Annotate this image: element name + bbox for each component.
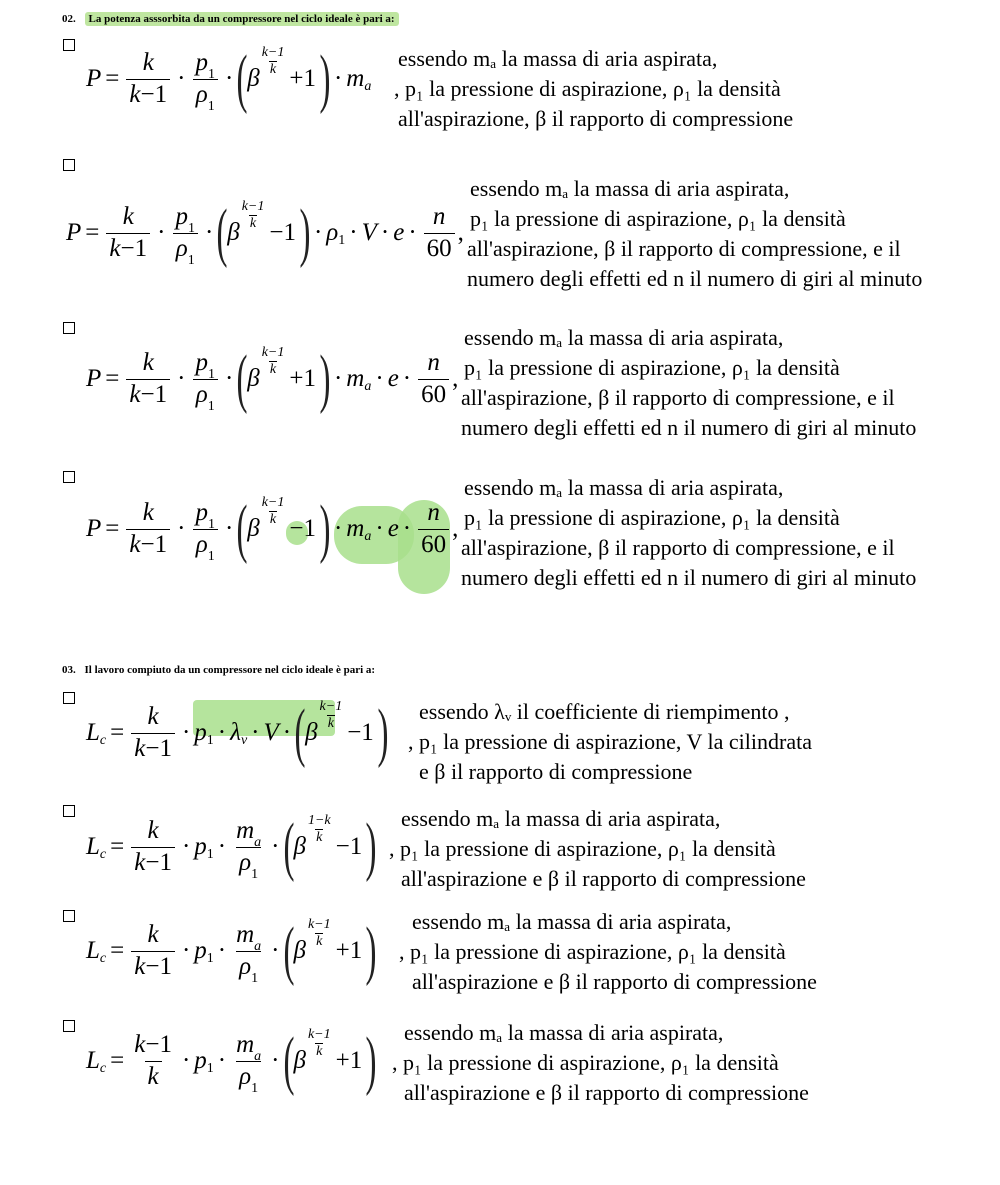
description-q02-1: essendo mₐ la massa di aria aspirata, , p₁ la pressione di aspirazione, ρ₁ la densità all'aspirazione, β il rapporto di compressione	[394, 46, 794, 131]
option-checkbox-q03-1[interactable]	[63, 692, 75, 704]
formula-q03-1: L c = $\frac{k}{k-1}$ · p 1 · λ v · V · ( β k−1 k −1 )	[86, 696, 389, 769]
question-text: Il lavoro compiuto da un compressore nel ciclo ideale è pari a:	[84, 664, 376, 676]
description-q03-3: essendo mₐ la massa di aria aspirata, , p₁ la pressione di aspirazione, ρ₁ la densità all'aspirazione e β il rapporto di compressione	[399, 909, 817, 994]
question-number: 03.	[62, 664, 76, 676]
option-checkbox-q02-4[interactable]	[63, 471, 75, 483]
formula-q02-1: P = $\frac{k}{k-1}$ · $\frac{p_1}{\rho_1}$ · ( β k−1 k +1 ) · m a	[86, 42, 372, 115]
question-number: 02.	[62, 13, 76, 25]
option-checkbox-q02-3[interactable]	[63, 322, 75, 334]
formula-q02-4: P = $\frac{k}{k-1}$ · $\frac{p_1}{\rho_1}$ · ( β k−1 k −1 ) · m a · e · $\frac{n}{60}$ ,	[86, 492, 459, 565]
formula-q03-2: L c = $\frac{k}{k-1}$ · p 1 · $\frac{m_a}{\rho_1}$ · ( β 1−k k −1 )	[86, 810, 377, 883]
description-q02-3: essendo mₐ la massa di aria aspirata, p₁ la pressione di aspirazione, ρ₁ la densità all'aspirazione, β il rapporto di compressione, e il numero degli effetti ed n il numero di giri al minuto	[461, 325, 917, 440]
option-checkbox-q03-3[interactable]	[63, 910, 75, 922]
option-checkbox-q02-2[interactable]	[63, 159, 75, 171]
formula-q03-4: L c = $\frac{k-1}{k}$ · p 1 · $\frac{m_a}{\rho_1}$ · ( β k−1 k +1 )	[86, 1024, 377, 1097]
description-q02-2: essendo mₐ la massa di aria aspirata, p₁ la pressione di aspirazione, ρ₁ la densità all'aspirazione, β il rapporto di compressione, e il numero degli effetti ed n il numero di giri al minuto	[467, 176, 923, 291]
description-q03-1: essendo λᵥ il coefficiente di riempimento , , p₁ la pressione di aspirazione, V la cilindrata e β il rapporto di compressione	[408, 699, 812, 784]
question-03-header	[62, 664, 375, 676]
question-text-highlighted: La potenza asssorbita da un compressore nel ciclo ideale è pari a:	[85, 12, 399, 26]
question-02-header	[62, 13, 399, 25]
formula-q02-2: P = $\frac{k}{k-1}$ · $\frac{p_1}{\rho_1}$ · ( β k−1 k −1 ) · ρ 1 · V · e · $\frac{n}{60}$ ,	[66, 196, 464, 269]
option-checkbox-q03-4[interactable]	[63, 1020, 75, 1032]
option-checkbox-q02-1[interactable]	[63, 39, 75, 51]
formula-q03-3: L c = $\frac{k}{k-1}$ · p 1 · $\frac{m_a}{\rho_1}$ · ( β k−1 k +1 )	[86, 914, 377, 987]
option-checkbox-q03-2[interactable]	[63, 805, 75, 817]
description-q02-4: essendo mₐ la massa di aria aspirata, p₁ la pressione di aspirazione, ρ₁ la densità all'aspirazione, β il rapporto di compressione, e il numero degli effetti ed n il numero di giri al minuto	[461, 475, 917, 590]
description-q03-4: essendo mₐ la massa di aria aspirata, , p₁ la pressione di aspirazione, ρ₁ la densità all'aspirazione e β il rapporto di compressione	[392, 1020, 809, 1105]
formula-q02-3: P = $\frac{k}{k-1}$ · $\frac{p_1}{\rho_1}$ · ( β k−1 k +1 ) · m a · e · $\frac{n}{60}$ ,	[86, 342, 459, 415]
description-q03-2: essendo mₐ la massa di aria aspirata, , p₁ la pressione di aspirazione, ρ₁ la densità all'aspirazione e β il rapporto di compressione	[389, 806, 806, 891]
